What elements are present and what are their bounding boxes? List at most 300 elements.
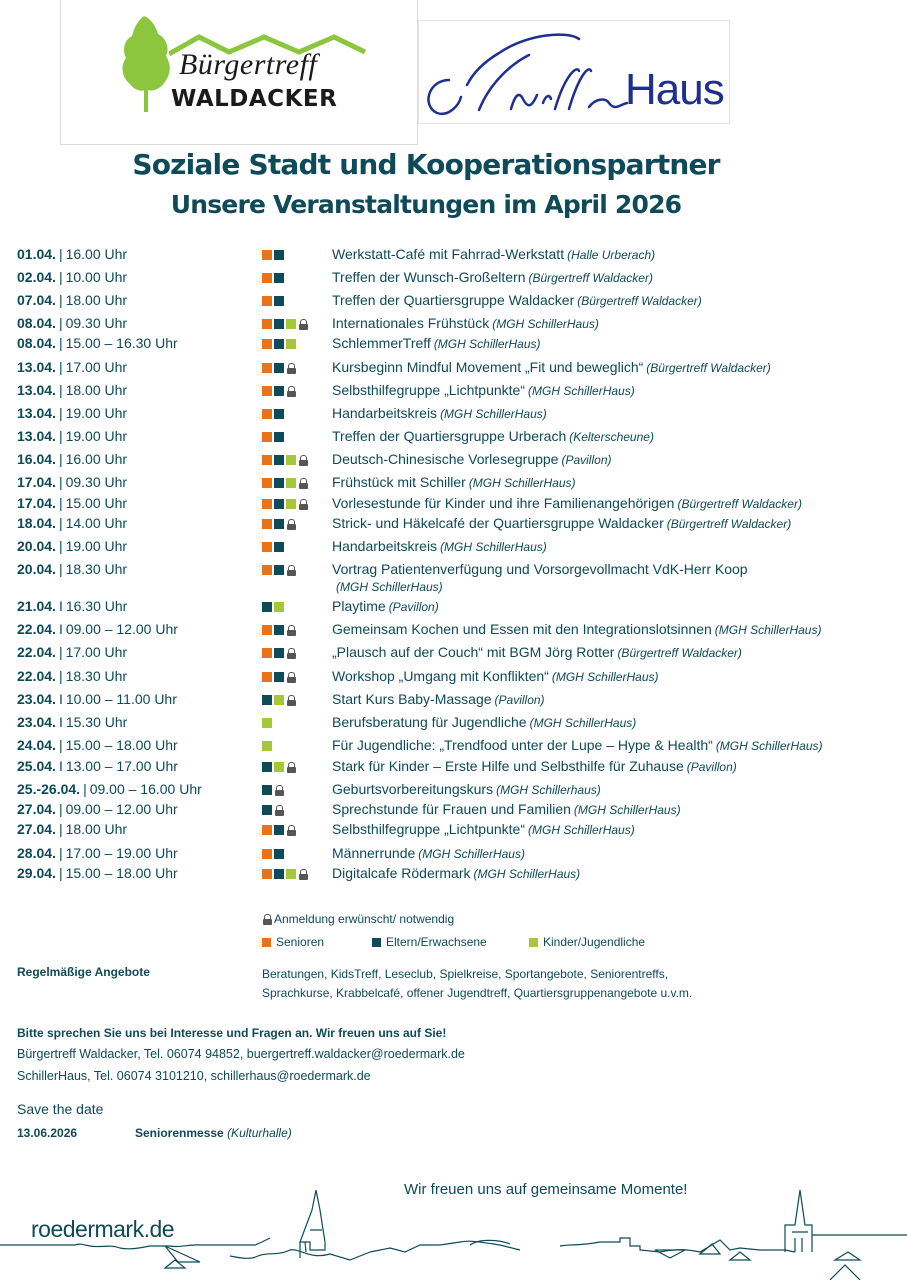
event-date-time xyxy=(17,619,178,639)
logo-caps-text: WALDACKER xyxy=(171,86,338,112)
event-title: Frühstück mit Schiller xyxy=(332,474,466,490)
lock-icon xyxy=(299,319,308,330)
event-info xyxy=(332,403,547,424)
event-time: 10.00 – 11.00 Uhr xyxy=(65,691,177,707)
event-category-markers xyxy=(262,295,284,307)
eltern-square-icon xyxy=(274,319,284,329)
event-row xyxy=(0,313,907,333)
event-info xyxy=(332,357,771,378)
event-date: 20.04. xyxy=(17,538,56,554)
event-category-markers xyxy=(262,541,284,553)
event-separator: | xyxy=(58,246,63,262)
event-venue: (Bürgertreff Waldacker) xyxy=(666,517,792,531)
event-date-time xyxy=(17,819,127,839)
event-date-time xyxy=(17,493,127,513)
event-row xyxy=(0,756,907,776)
event-info xyxy=(332,712,636,733)
lock-icon xyxy=(275,805,284,816)
lock-icon xyxy=(287,695,296,706)
save-the-date-date: 13.06.2026 xyxy=(17,1126,78,1140)
senioren-square-icon xyxy=(262,849,272,859)
event-info xyxy=(332,536,547,557)
lock-icon xyxy=(287,762,296,773)
event-date: 23.04. xyxy=(17,691,56,707)
event-time: 14.00 Uhr xyxy=(65,515,128,531)
event-separator: | xyxy=(58,405,63,421)
event-title: Digitalcafe Rödermark xyxy=(332,865,471,881)
event-time: 18.00 Uhr xyxy=(65,382,128,398)
event-title: „Plausch auf der Couch“ mit BGM Jörg Rotter xyxy=(332,644,615,660)
event-time: 18.00 Uhr xyxy=(65,821,128,837)
eltern-square-icon xyxy=(274,250,284,260)
event-title: Kursbeginn Mindful Movement „Fit und beweglich“ xyxy=(332,359,644,375)
event-date-time xyxy=(17,449,127,469)
event-info xyxy=(332,799,681,820)
event-time: 19.00 Uhr xyxy=(65,428,128,444)
event-title: Treffen der Quartiersgruppe Waldacker xyxy=(332,292,575,308)
event-date: 21.04. xyxy=(17,598,56,614)
event-time: 09.30 Uhr xyxy=(65,315,128,331)
event-date-time xyxy=(17,863,178,883)
save-event-venue: (Kulturhalle) xyxy=(227,1126,292,1140)
event-venue: (Bürgertreff Waldacker) xyxy=(677,497,802,511)
event-category-markers xyxy=(262,431,284,443)
event-venue: (MGH SchillerHaus) xyxy=(528,384,635,398)
event-info xyxy=(332,863,580,884)
legend-eltern xyxy=(372,935,487,949)
event-time: 10.00 Uhr xyxy=(65,269,128,285)
event-info xyxy=(332,449,611,470)
event-date: 08.04. xyxy=(17,315,56,331)
event-separator: | xyxy=(58,451,63,467)
event-separator: | xyxy=(58,668,63,684)
event-separator: | xyxy=(58,269,63,285)
event-date-time xyxy=(17,472,127,492)
eltern-square-icon xyxy=(262,602,272,612)
event-category-markers xyxy=(262,824,296,836)
event-title: Selbsthilfegruppe „Lichtpunkte“ xyxy=(332,382,526,398)
event-venue: (MGH SchillerHaus) xyxy=(440,407,547,421)
lock-icon xyxy=(299,455,308,466)
event-info xyxy=(332,380,635,401)
event-category-markers xyxy=(262,740,272,752)
event-time: 16.30 Uhr xyxy=(65,598,128,614)
event-row xyxy=(0,735,907,755)
contact-buergertreff: Bürgertreff Waldacker, Tel. 06074 94852, buergertreff.waldacker@roedermark.de xyxy=(17,1047,465,1061)
save-the-date-heading: Save the date xyxy=(17,1101,104,1117)
lock-icon xyxy=(287,672,296,683)
event-date: 13.04. xyxy=(17,382,56,398)
footer-website-link[interactable]: roedermark.de xyxy=(31,1216,175,1242)
lock-icon xyxy=(287,386,296,397)
event-row xyxy=(0,642,907,662)
event-time: 09.00 – 12.00 Uhr xyxy=(65,801,178,817)
event-title: Playtime xyxy=(332,598,386,614)
event-venue: (MGH SchillerHaus) xyxy=(528,823,635,837)
event-date-time xyxy=(17,666,127,686)
senioren-square-icon xyxy=(262,319,272,329)
event-category-markers xyxy=(262,624,296,636)
event-venue: (Pavillon) xyxy=(561,453,612,467)
senioren-square-icon xyxy=(262,499,272,509)
event-row xyxy=(0,357,907,377)
event-venue: (Bürgertreff Waldacker) xyxy=(577,294,702,308)
event-info xyxy=(332,333,541,354)
legend-lock-text: Anmeldung erwünscht/ notwendig xyxy=(274,912,455,926)
event-info xyxy=(332,426,654,447)
event-title: Workshop „Umgang mit Konflikten“ xyxy=(332,668,549,684)
kinder-square-icon xyxy=(286,319,296,329)
eltern-square-icon xyxy=(262,805,272,815)
event-date-time xyxy=(17,642,127,662)
event-date: 20.04. xyxy=(17,561,56,577)
kinder-square-icon xyxy=(286,339,296,349)
event-date-time xyxy=(17,536,127,556)
event-category-markers xyxy=(262,694,296,706)
event-date-time xyxy=(17,357,127,377)
event-date: 22.04. xyxy=(17,644,56,660)
event-title: Männerrunde xyxy=(332,845,416,861)
event-venue: (Halle Urberach) xyxy=(567,248,656,262)
event-title: SchlemmerTreff xyxy=(332,335,431,351)
logo-haus-text: Haus xyxy=(625,65,724,114)
event-row xyxy=(0,559,907,594)
event-category-markers xyxy=(262,601,284,613)
legend-senioren xyxy=(262,935,324,949)
event-title: Geburtsvorbereitungskurs xyxy=(332,781,494,797)
event-info xyxy=(332,513,791,534)
event-separator: | xyxy=(58,845,63,861)
legend-eltern-label: Eltern/Erwachsene xyxy=(386,935,487,949)
save-the-date-event xyxy=(135,1126,292,1140)
page-subtitle: Unsere Veranstaltungen im April 2026 xyxy=(170,190,682,219)
event-separator: I xyxy=(58,714,63,730)
event-date: 27.04. xyxy=(17,801,56,817)
event-row xyxy=(0,689,907,709)
event-category-markers xyxy=(262,385,296,397)
event-row xyxy=(0,843,907,863)
event-venue: (Bürgertreff Waldacker) xyxy=(528,271,653,285)
event-venue: (MGH SchillerHaus) xyxy=(715,739,823,753)
event-title: Werkstatt-Café mit Fahrrad-Werkstatt xyxy=(332,246,565,262)
event-venue: (Pavillon) xyxy=(686,760,737,774)
event-date-time xyxy=(17,313,127,333)
contact-schillerhaus: SchillerHaus, Tel. 06074 3101210, schillerhaus@roedermark.de xyxy=(17,1069,371,1083)
eltern-square-icon xyxy=(274,296,284,306)
senioren-square-icon xyxy=(262,825,272,835)
event-date: 28.04. xyxy=(17,845,56,861)
event-row xyxy=(0,290,907,310)
event-category-markers xyxy=(262,717,272,729)
event-date: 23.04. xyxy=(17,714,56,730)
legend-registration xyxy=(262,912,454,926)
event-time: 15.00 Uhr xyxy=(65,495,128,511)
senioren-square-icon xyxy=(262,625,272,635)
event-date-time xyxy=(17,426,127,446)
event-row xyxy=(0,472,907,492)
eltern-square-icon xyxy=(274,625,284,635)
event-row xyxy=(0,403,907,423)
lock-icon xyxy=(299,869,308,880)
event-info xyxy=(332,779,601,800)
event-category-markers xyxy=(262,318,308,330)
event-date-time xyxy=(17,559,127,579)
event-date: 08.04. xyxy=(17,335,56,351)
event-time: 15.00 – 18.00 Uhr xyxy=(65,737,178,753)
event-title: Handarbeitskreis xyxy=(332,405,438,421)
event-row xyxy=(0,513,907,533)
event-separator: | xyxy=(58,821,63,837)
eltern-square-icon xyxy=(274,519,284,529)
event-info xyxy=(332,735,823,756)
senioren-square-icon xyxy=(262,938,271,947)
eltern-square-icon xyxy=(262,785,272,795)
eltern-square-icon xyxy=(274,386,284,396)
regular-offers-line: Sprachkurse, Krabbelcafé, offener Jugendtreff, Quartiersgruppenangebote u.v.m. xyxy=(262,986,693,1000)
event-category-markers xyxy=(262,647,296,659)
event-info xyxy=(332,493,802,514)
event-separator: | xyxy=(58,561,63,577)
lock-icon xyxy=(287,825,296,836)
event-row xyxy=(0,536,907,556)
event-venue: (MGH SchillerHaus) xyxy=(551,670,659,684)
senioren-square-icon xyxy=(262,409,272,419)
event-separator: I xyxy=(58,691,63,707)
eltern-square-icon xyxy=(274,455,284,465)
event-venue: (MGH SchillerHaus) xyxy=(336,580,443,594)
event-info xyxy=(332,313,599,334)
kinder-square-icon xyxy=(262,718,272,728)
event-venue: (MGH SchillerHaus) xyxy=(492,317,599,331)
event-title: Stark für Kinder – Erste Hilfe und Selbsthilfe für Zuhause xyxy=(332,758,684,774)
event-time: 09.00 – 16.00 Uhr xyxy=(89,781,202,797)
event-title: Berufsberatung für Jugendliche xyxy=(332,714,527,730)
event-time: 09.30 Uhr xyxy=(65,474,128,490)
regular-offers-text xyxy=(262,965,762,1003)
event-info xyxy=(332,596,439,617)
event-separator: | xyxy=(58,801,63,817)
event-info xyxy=(332,472,576,493)
schiller-signature-icon xyxy=(419,25,629,125)
kinder-square-icon xyxy=(286,499,296,509)
event-date-time xyxy=(17,267,127,287)
senioren-square-icon xyxy=(262,565,272,575)
event-date-time xyxy=(17,689,177,709)
event-date-time xyxy=(17,403,127,423)
event-category-markers xyxy=(262,272,284,284)
event-info xyxy=(332,619,821,640)
event-venue: (MGH SchillerHaus) xyxy=(433,337,541,351)
event-time: 17.00 Uhr xyxy=(65,359,128,375)
eltern-square-icon xyxy=(274,825,284,835)
lock-icon xyxy=(287,565,296,576)
event-info xyxy=(332,290,702,311)
event-title: Sprechstunde für Frauen und Familien xyxy=(332,801,571,817)
event-row xyxy=(0,244,907,264)
event-title: Strick- und Häkelcafé der Quartiersgruppe Waldacker xyxy=(332,515,664,531)
event-time: 18.30 Uhr xyxy=(65,668,128,684)
event-date: 13.04. xyxy=(17,428,56,444)
event-time: 09.00 – 12.00 Uhr xyxy=(65,621,178,637)
event-row xyxy=(0,666,907,686)
event-date: 16.04. xyxy=(17,451,56,467)
lock-icon xyxy=(275,785,284,796)
event-row xyxy=(0,799,907,819)
logo-script-text: Bürgertreff xyxy=(179,48,318,81)
senioren-square-icon xyxy=(262,386,272,396)
event-time: 13.00 – 17.00 Uhr xyxy=(65,758,178,774)
event-title: Treffen der Quartiersgruppe Urberach xyxy=(332,428,567,444)
event-info xyxy=(332,689,545,710)
event-date-time xyxy=(17,779,202,799)
kinder-square-icon xyxy=(274,602,284,612)
event-separator: I xyxy=(58,621,63,637)
eltern-square-icon xyxy=(274,339,284,349)
event-time: 18.30 Uhr xyxy=(65,561,128,577)
event-date: 29.04. xyxy=(17,865,56,881)
senioren-square-icon xyxy=(262,273,272,283)
event-row xyxy=(0,426,907,446)
event-date-time xyxy=(17,756,178,776)
event-category-markers xyxy=(262,761,296,773)
senioren-square-icon xyxy=(262,648,272,658)
event-title: Handarbeitskreis xyxy=(332,538,438,554)
senioren-square-icon xyxy=(262,478,272,488)
event-category-markers xyxy=(262,518,296,530)
event-date-time xyxy=(17,596,127,616)
lock-icon xyxy=(287,519,296,530)
eltern-square-icon xyxy=(274,273,284,283)
event-row xyxy=(0,863,907,883)
event-separator: | xyxy=(58,428,63,444)
event-venue: (Pavillon) xyxy=(388,600,439,614)
event-title: Start Kurs Baby-Massage xyxy=(332,691,492,707)
eltern-square-icon xyxy=(274,409,284,419)
event-date: 22.04. xyxy=(17,668,56,684)
event-date: 25.-26.04. xyxy=(17,781,81,797)
event-title: Vortrag Patientenverfügung und Vorsorgevollmacht VdK-Herr Koop xyxy=(332,561,748,577)
regular-offers-label: Regelmäßige Angebote xyxy=(17,965,150,979)
regular-offers-line: Beratungen, KidsTreff, Leseclub, Spielkreise, Sportangebote, Seniorentreffs, xyxy=(262,967,669,981)
event-date-time xyxy=(17,290,127,310)
kinder-square-icon xyxy=(286,478,296,488)
senioren-square-icon xyxy=(262,519,272,529)
event-date: 22.04. xyxy=(17,621,56,637)
eltern-square-icon xyxy=(274,432,284,442)
event-title: Treffen der Wunsch-Großeltern xyxy=(332,269,526,285)
event-row xyxy=(0,596,907,616)
event-row xyxy=(0,267,907,287)
event-date: 27.04. xyxy=(17,821,56,837)
event-venue: (MGH SchillerHaus) xyxy=(529,716,637,730)
eltern-square-icon xyxy=(372,938,381,947)
kinder-square-icon xyxy=(529,938,538,947)
event-row xyxy=(0,493,907,513)
event-date-time xyxy=(17,843,178,863)
event-date: 25.04. xyxy=(17,758,56,774)
event-date: 07.04. xyxy=(17,292,56,308)
event-row xyxy=(0,619,907,639)
event-info xyxy=(332,843,525,864)
event-date: 01.04. xyxy=(17,246,56,262)
event-separator: | xyxy=(58,359,63,375)
event-row xyxy=(0,712,907,732)
eltern-square-icon xyxy=(262,695,272,705)
event-venue: (MGH SchillerHaus) xyxy=(418,847,525,861)
event-category-markers xyxy=(262,408,284,420)
event-separator: | xyxy=(58,382,63,398)
event-date-time xyxy=(17,513,127,533)
event-venue: (MGH SchillerHaus) xyxy=(473,867,581,881)
event-time: 15.30 Uhr xyxy=(65,714,128,730)
event-category-markers xyxy=(262,848,284,860)
event-venue: (Bürgertreff Waldacker) xyxy=(617,646,742,660)
schillerhaus-logo xyxy=(418,20,730,124)
event-date-time xyxy=(17,712,127,732)
eltern-square-icon xyxy=(274,565,284,575)
event-separator: I xyxy=(58,758,63,774)
event-date: 13.04. xyxy=(17,405,56,421)
event-title: Internationales Frühstück xyxy=(332,315,490,331)
event-category-markers xyxy=(262,784,284,796)
kinder-square-icon xyxy=(274,762,284,772)
event-category-markers xyxy=(262,477,308,489)
kinder-square-icon xyxy=(262,741,272,751)
event-venue: (Bürgertreff Waldacker) xyxy=(646,361,771,375)
event-date: 17.04. xyxy=(17,495,56,511)
event-info xyxy=(332,756,737,777)
event-separator: | xyxy=(58,474,63,490)
eltern-square-icon xyxy=(274,869,284,879)
event-row xyxy=(0,449,907,469)
event-time: 15.00 – 18.00 Uhr xyxy=(65,865,178,881)
event-date: 13.04. xyxy=(17,359,56,375)
kinder-square-icon xyxy=(286,455,296,465)
event-time: 18.00 Uhr xyxy=(65,292,128,308)
kinder-square-icon xyxy=(286,869,296,879)
legend-kinder xyxy=(529,935,645,949)
event-separator: | xyxy=(58,335,63,351)
eltern-square-icon xyxy=(262,762,272,772)
event-category-markers xyxy=(262,564,296,576)
senioren-square-icon xyxy=(262,432,272,442)
event-title: Selbsthilfegruppe „Lichtpunkte“ xyxy=(332,821,526,837)
event-date: 17.04. xyxy=(17,474,56,490)
event-time: 17.00 – 19.00 Uhr xyxy=(65,845,178,861)
eltern-square-icon xyxy=(274,542,284,552)
event-category-markers xyxy=(262,868,308,880)
event-date-time xyxy=(17,380,127,400)
lock-icon xyxy=(299,499,308,510)
event-title: Für Jugendliche: „Trendfood unter der Lupe – Hype & Health“ xyxy=(332,737,713,753)
event-venue: (MGH Schillerhaus) xyxy=(496,783,601,797)
event-venue: (Kelterscheune) xyxy=(569,430,654,444)
event-category-markers xyxy=(262,671,296,683)
event-date-time xyxy=(17,333,178,353)
event-info xyxy=(332,642,742,663)
kinder-square-icon xyxy=(274,695,284,705)
event-time: 15.00 – 16.30 Uhr xyxy=(65,335,178,351)
senioren-square-icon xyxy=(262,672,272,682)
eltern-square-icon xyxy=(274,672,284,682)
event-date: 24.04. xyxy=(17,737,56,753)
event-venue: (MGH SchillerHaus) xyxy=(440,540,547,554)
senioren-square-icon xyxy=(262,455,272,465)
event-separator: | xyxy=(58,538,63,554)
eltern-square-icon xyxy=(274,478,284,488)
senioren-square-icon xyxy=(262,869,272,879)
event-venue: (MGH SchillerHaus) xyxy=(714,623,822,637)
